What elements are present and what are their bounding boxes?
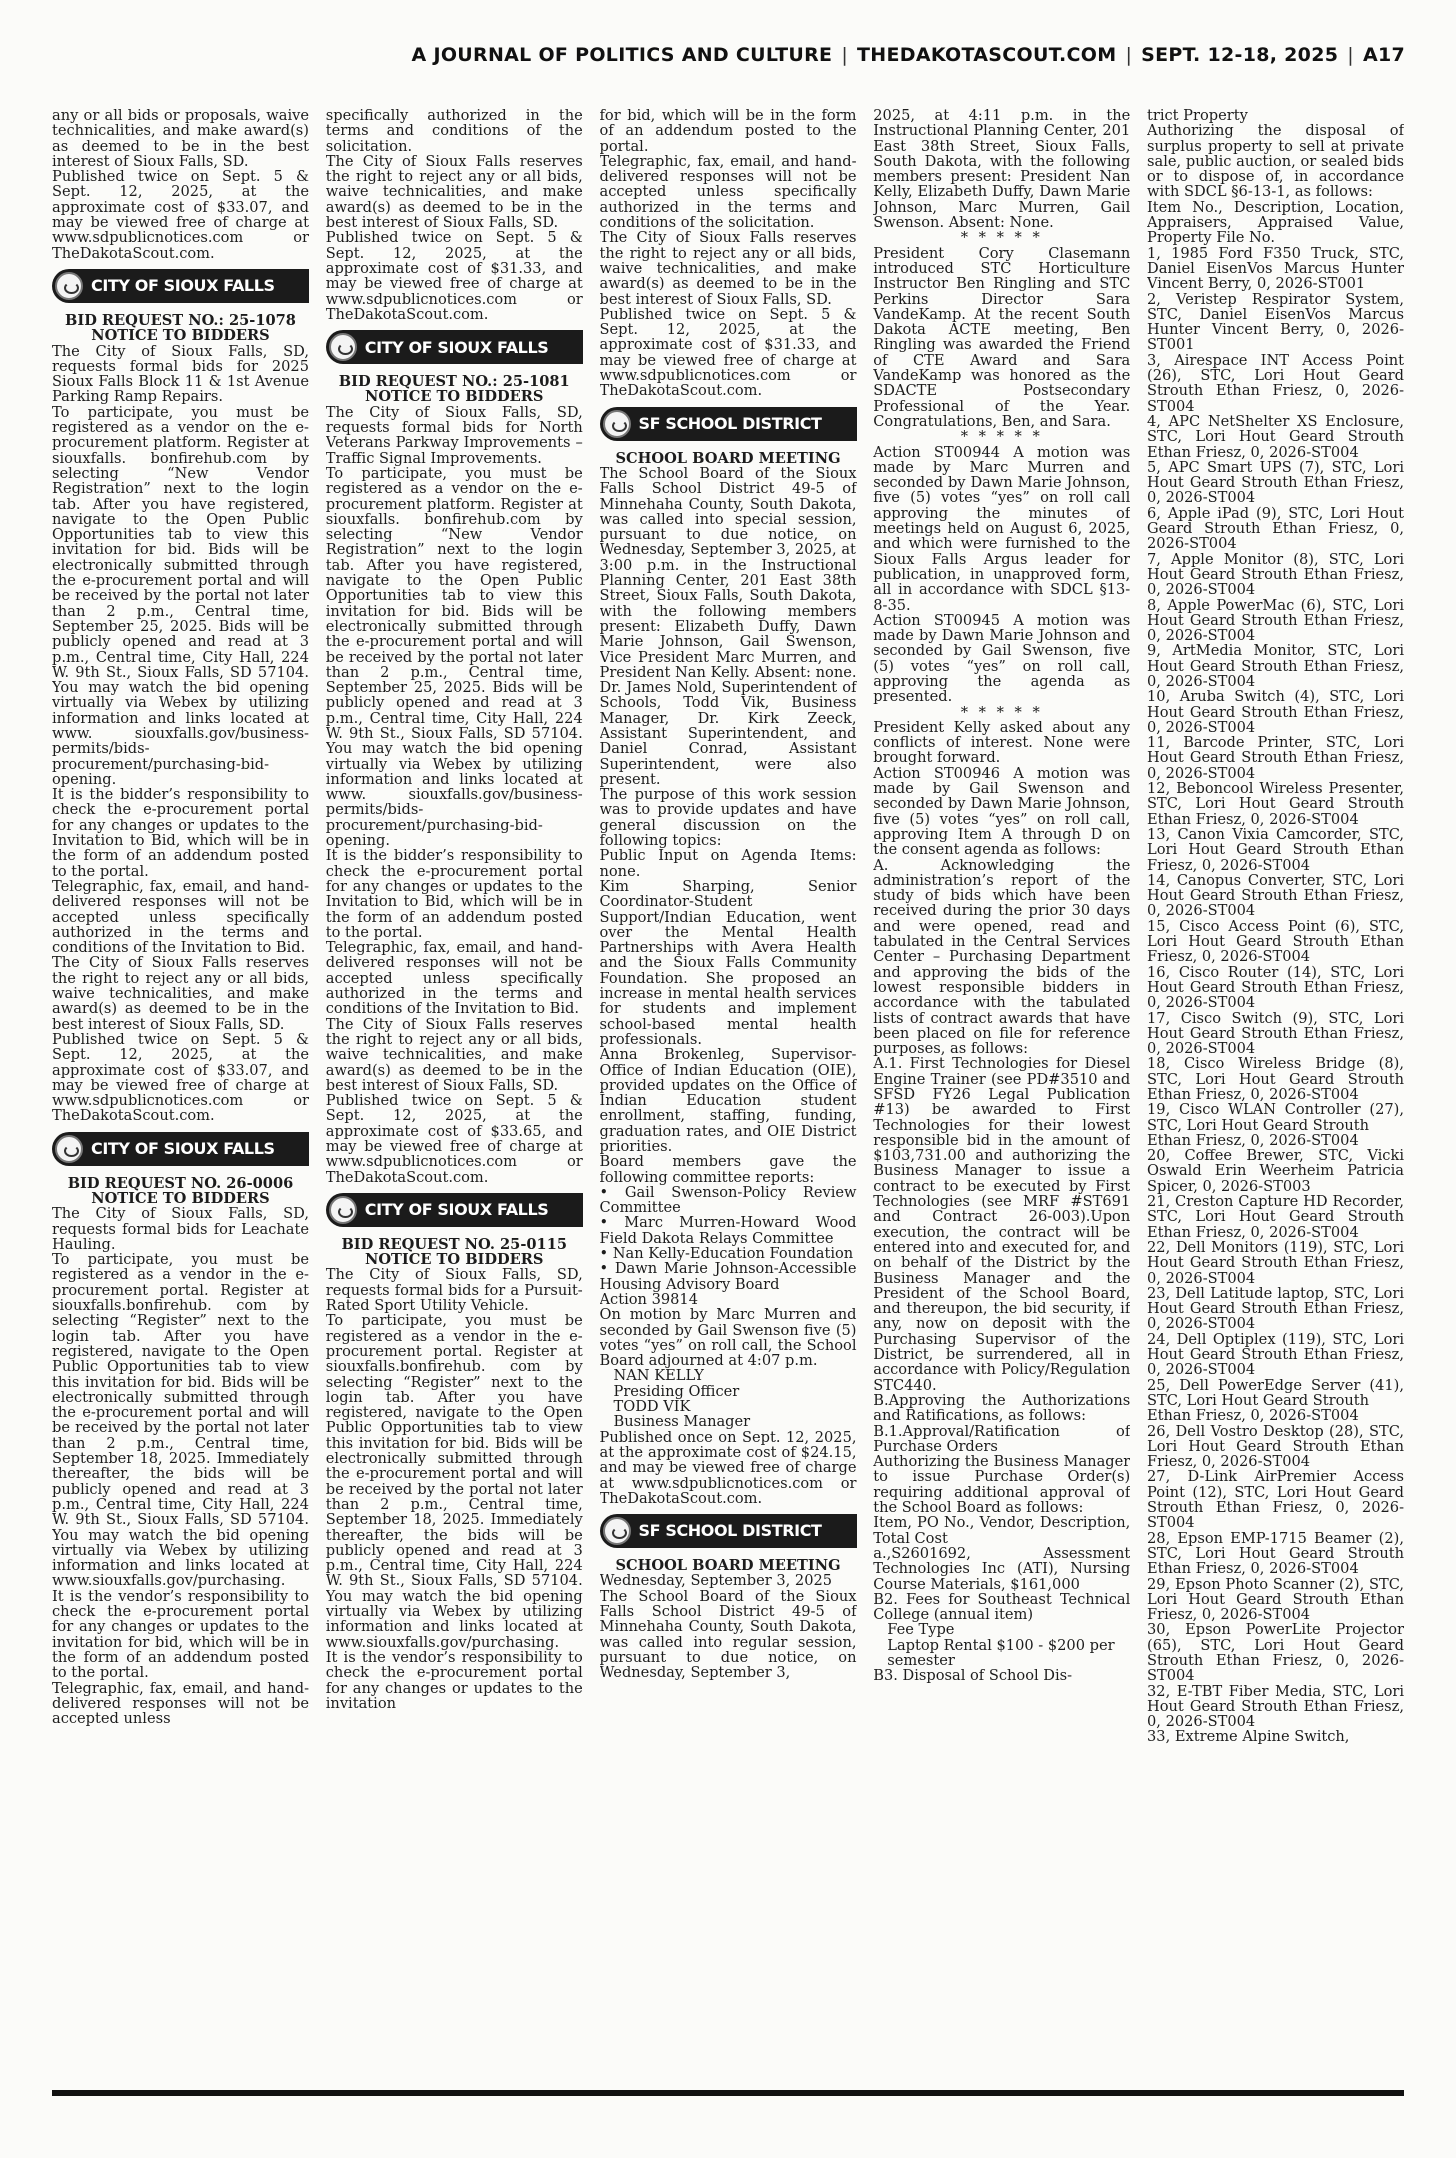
notice-paragraph: The City of Sioux Falls reserves the right to reject any or all bids, waive technicalities, and make award(s) as deemed to be in the best interest of Sioux Falls, SD. — [52, 954, 309, 1033]
banner-label: CITY OF SIOUX FALLS — [364, 1200, 549, 1220]
notice-heading: NOTICE TO BIDDERS — [365, 388, 544, 406]
bottom-rule — [52, 2090, 1404, 2096]
notice-heading: NOTICE TO BIDDERS — [91, 1190, 270, 1207]
notice-paragraph: The purpose of this work session was to provide updates and have general discussion on the following topics: — [599, 786, 857, 850]
notice-paragraph: 25, Dell PowerEdge Server (41), STC, Lori Hout Geard Strouth — [1147, 1376, 1404, 1409]
notice-paragraph: Action ST00946 A motion was made by Gail Swenson and seconded by Dawn Marie Johnson, five (5) votes “yes” on roll call, approving Item A through D on the consent agenda as follows: — [873, 764, 1131, 859]
site-url[interactable]: THEDAKOTASCOUT.COM — [857, 44, 1117, 66]
notice-columns — [52, 108, 1404, 2080]
signature-line: TODD VIK — [613, 1398, 691, 1416]
seal-icon — [55, 272, 83, 300]
notice-paragraph: On motion by Marc Murren and seconded by Gail Swenson five (5) votes “yes” on roll call, the School Board adjourned at 4:07 p.m. — [599, 1306, 857, 1370]
notice-paragraph: Ethan Friesz, 0, 2026-ST004 — [1147, 1131, 1359, 1149]
notice-paragraph: Published once on Sept. 12, 2025, at the approximate cost of $24.15, and may be viewed free of charge at www.sdpublicnotices.com or TheDakotaScout.com. — [599, 1428, 857, 1507]
publication-tagline: A JOURNAL OF POLITICS AND CULTURE — [411, 44, 833, 66]
signature-line: Laptop Rental $100 - $200 per semester — [887, 1636, 1115, 1669]
notice-paragraph: The City of Sioux Falls reserves the right to reject any or all bids, waive technicalities, and make award(s) as deemed to be in the best interest of Sioux Falls, SD. — [599, 229, 857, 308]
notice-paragraph: B.1.Approval/Ratification of Purchase Orders — [873, 1422, 1131, 1455]
column-2 — [326, 108, 583, 2080]
notice-paragraph: 23, Dell Latitude laptop, STC, Lori Hout Geard Strouth Ethan Friesz, 0, 2026-ST004 — [1147, 1284, 1404, 1333]
notice-paragraph: 19, Cisco WLAN Controller (27), STC, Lori Hout Geard Strouth — [1147, 1101, 1404, 1134]
signature-line: NAN KELLY — [613, 1367, 704, 1385]
section-banner — [52, 269, 309, 303]
column-3 — [600, 108, 857, 2080]
notice-paragraph: 14, Canopus Converter, STC, Lori Hout Geard Strouth Ethan Friesz, 0, 2026-ST004 — [1147, 871, 1404, 920]
section-divider: * * * * * — [960, 229, 1043, 247]
notice-paragraph: 22, Dell Monitors (119), STC, Lori Hout Geard Strouth Ethan Friesz, 0, 2026-ST004 — [1147, 1238, 1404, 1287]
seal-icon — [329, 1196, 357, 1224]
notice-paragraph: The City of Sioux Falls, SD, requests formal bids for North Veterans Parkway Improvements – Traffic Signal Improvements. — [325, 403, 583, 467]
notice-paragraph: Public Input on Agenda Items: none. — [599, 847, 857, 880]
notice-paragraph: 32, E-TBT Fiber Media, STC, Lori Hout Geard Strouth Ethan Friesz, 0, 2026-ST004 — [1147, 1682, 1404, 1731]
notice-paragraph: 5, APC Smart UPS (7), STC, Lori Hout Geard Strouth Ethan Friesz, 0, 2026-ST004 — [1147, 458, 1404, 507]
notice-heading: BID REQUEST NO. 25-0115 — [341, 1235, 568, 1253]
notice-paragraph: Authorizing the disposal of surplus property to sell at private sale, public auction, or sealed bids or to dispose of, in accordance with SDCL §6-13-1, as follows: — [1147, 122, 1404, 201]
notice-paragraph: Authorizing the Business Manager to issue Purchase Order(s) requiring additional approval of the School Board as follows: — [873, 1453, 1131, 1517]
notice-heading: NOTICE TO BIDDERS — [365, 1251, 544, 1269]
notice-heading: BID REQUEST NO.: 25-1078 — [65, 311, 296, 329]
notice-paragraph: a.,S2601692, Assessment Technologies Inc (ATI), Nursing Course Materials, $161,000 — [873, 1544, 1131, 1593]
notice-paragraph: 12, Beboncool Wireless Presenter, STC, Lori Hout Geard Strouth Ethan Friesz, 0, 2026-ST004 — [1147, 780, 1404, 828]
notice-paragraph: Item No., Description, Location, Appraisers, Appraised Value, Property File No. — [1147, 198, 1404, 247]
notice-paragraph: any or all bids or proposals, waive technicalities, and make award(s) as deemed to be in the best interest of Sioux Falls, SD. — [52, 108, 309, 170]
notice-paragraph: Action 39814 — [599, 1290, 698, 1308]
notice-paragraph: It is the bidder’s responsibility to check the e-procurement portal for any changes or updates to the Invitation to Bid, which will be in the form of an addendum posted to the portal. — [52, 786, 309, 880]
notice-paragraph: Published twice on Sept. 5 & Sept. 12, 2025, at the approximate cost of $31.33, and may be viewed free of charge at www.sdpublicnotices.com or TheDakotaScout.com. — [599, 305, 857, 400]
seal-icon — [603, 1517, 631, 1545]
notice-paragraph: Telegraphic, fax, email, and hand-delivered responses will not be accepted unless specifically authorized in the terms and conditions of the solicitation. — [599, 152, 857, 232]
notice-paragraph: • Gail Swenson-Policy Review Committee — [599, 1183, 857, 1217]
banner-label: SF SCHOOL DISTRICT — [638, 413, 822, 433]
notice-paragraph: • Marc Murren-Howard Wood Field Dakota Relays Committee — [599, 1214, 857, 1247]
notice-paragraph: 30, Epson PowerLite Projector (65), STC, Lori Hout Geard Strouth Ethan Friesz, 0, 2026-ST004 — [1147, 1621, 1404, 1685]
notice-heading: SCHOOL BOARD MEETING — [615, 449, 841, 467]
notice-paragraph: Kim Sharping, Senior Coordinator-Student Support/Indian Education, went over the Mental Health Partnerships with Avera Health and the Sioux Falls Community Foundation. She proposed an increase in mental health services for students and implement school-based mental health professionals. — [599, 877, 857, 1048]
seal-icon — [603, 410, 631, 438]
notice-paragraph: Anna Brokenleg, Supervisor-Office of Indian Education (OIE), provided updates on the Office of Indian Education student enrollment, staffing, funding, graduation rates, and OIE District priorities. — [599, 1046, 857, 1155]
notice-paragraph: 9, ArtMedia Monitor, STC, Lori Hout Geard Strouth Ethan Friesz, 0, 2026-ST004 — [1147, 642, 1404, 690]
notice-paragraph: 33, Extreme Alpine Switch, — [1147, 1728, 1350, 1746]
notice-paragraph: 13, Canon Vixia Camcorder, STC, Lori Hout Geard Strouth Ethan Friesz, 0, 2026-ST004 — [1147, 825, 1404, 874]
notice-heading: BID REQUEST NO. 26-0006 — [67, 1174, 294, 1192]
notice-paragraph: The City of Sioux Falls, SD, requests formal bids for Leachate Hauling. — [52, 1205, 309, 1253]
notice-paragraph: 21, Creston Capture HD Recorder, STC, Lori Hout Geard Strouth Ethan Friesz, 0, 2026-ST004 — [1147, 1193, 1404, 1241]
notice-paragraph: Published twice on Sept. 5 & Sept. 12, 2025, at the approximate cost of $33.07, and may be viewed free of charge at www.sdpublicnotices.com or TheDakotaScout.com. — [52, 1030, 309, 1125]
seal-icon — [55, 1135, 83, 1163]
notice-paragraph: 3:00 p.m. in the Instructional Planning Center, 201 East 38th Street, Sioux Falls, South Dakota, with the following members present: Elizabeth Duffy, Dawn Marie Johnson, Gail Swenson, Vice President Marc Murren, and President Nan Kelly. Absent: none. Dr. James Nold, Superintendent of Schools, Todd Vik, Business Manager, Dr. Kirk Zeeck, Assistant Superintendent, and Daniel Conrad, Assistant Superintendent, were also present. — [599, 556, 857, 788]
notice-paragraph: Telegraphic, fax, email, and hand-delivered responses will not be accepted unless — [52, 1679, 309, 1728]
notice-paragraph: 2025, at 4:11 p.m. in the Instructional Planning Center, 201 East 38th Street, Sioux Falls, South Dakota, with the following members present: President Nan Kelly, Elizabeth Duffy, Dawn Marie Johnson, Marc Murren, Gail Swenson. Absent: None. — [873, 108, 1131, 232]
seal-icon — [329, 333, 357, 361]
notice-paragraph: 20, Coffee Brewer, STC, Vicki Oswald Erin Weerheim Patricia Spicer, 0, 2026-ST003 — [1147, 1147, 1404, 1195]
notice-paragraph: Published twice on Sept. 5 & Sept. 12, 2025, at the approximate cost of $31.33, and may be viewed free of charge at www.sdpublicnotices.com or TheDakotaScout.com. — [325, 229, 583, 323]
notice-paragraph: 28, Epson EMP-1715 Beamer (2), STC, Lori Hout Geard Strouth Ethan Friesz, 0, 2026-ST004 — [1147, 1529, 1404, 1578]
notice-paragraph: The School Board of the Sioux Falls School District 49-5 of Minnehaha County, South Dakota, was called into regular session, pursuant to due notice, on Wednesday, September 3, — [599, 1587, 857, 1682]
signature-line: Business Manager — [613, 1413, 751, 1431]
issue-date: SEPT. 12-18, 2025 — [1141, 44, 1339, 66]
notice-paragraph: The City of Sioux Falls reserves the right to reject any or all bids, waive technicalities, and make award(s) as deemed to be in the best interest of Sioux Falls, SD. — [325, 1015, 583, 1094]
notice-paragraph: It is the vendor’s responsibility to check the e-procurement portal for any changes or updates to the invitation — [325, 1648, 583, 1712]
notice-paragraph: 29, Epson Photo Scanner (2), STC, Lori Hout Geard Strouth Ethan Friesz, 0, 2026-ST004 — [1147, 1575, 1404, 1624]
banner-label: CITY OF SIOUX FALLS — [91, 1139, 275, 1159]
section-banner — [52, 1132, 309, 1166]
section-banner — [600, 1514, 857, 1548]
column-5 — [1147, 108, 1404, 2080]
notice-paragraph: To participate, you must be registered as a vendor on the e-procurement platform. Register at siouxfalls. bonfirehub.com by selecting “New Vendor Registration” next to the login tab. After you have registered, navigate to the Open Public Opportunities tab to view this invitation for bid. Bids will be electronically submitted through the e-procurement portal and will be received by the portal not later than 2 p.m., Central time, September 25, 2025. Bids will be publicly opened and read at 3 p.m., Central time, City Hall, 224 W. 9th St., Sioux Falls, SD 57104. You may watch the bid opening virtually via Webex by utilizing information and links located at www. siouxfalls.gov/business-permits/bids-procurement/purchasing-bid-opening. — [52, 403, 309, 788]
notice-paragraph: • Dawn Marie Johnson-Accessible Housing Advisory Board — [599, 1260, 857, 1293]
banner-label: CITY OF SIOUX FALLS — [364, 337, 549, 357]
notice-paragraph: It is the vendor’s responsibility to check the e-procurement portal for any changes or updates to the invitation for bid, which will be in the form of an addendum posted to the portal. — [52, 1587, 309, 1682]
notice-paragraph: Board members gave the following committee reports: — [599, 1153, 857, 1186]
notice-paragraph: 16, Cisco Router (14), STC, Lori Hout Geard Strouth Ethan Friesz, 0, 2026-ST004 — [1147, 963, 1404, 1012]
notice-paragraph: B3. Disposal of School Dis- — [873, 1667, 1073, 1685]
notice-paragraph: 15, Cisco Access Point (6), STC, Lori Hout Geard Strouth Ethan Friesz, 0, 2026-ST004 — [1147, 917, 1404, 966]
section-divider: * * * * * — [960, 703, 1043, 721]
notice-paragraph: The City of Sioux Falls reserves the right to reject any or all bids, waive technicalities, and make award(s) as deemed to be in the best interest of Sioux Falls, SD. — [325, 152, 583, 232]
notice-paragraph: B2. Fees for Southeast Technical College (annual item) — [873, 1590, 1131, 1624]
notice-paragraph: 10, Aruba Switch (4), STC, Lori Hout Geard Strouth Ethan Friesz, 0, 2026-ST004 — [1147, 688, 1404, 736]
notice-paragraph: • Nan Kelly-Education Foundation — [599, 1245, 854, 1263]
notice-paragraph: Ethan Friesz, 0, 2026-ST004 — [1147, 1407, 1359, 1425]
signature-line: Fee Type — [887, 1621, 955, 1639]
notice-paragraph: 2, Veristep Respirator System, STC, Daniel EisenVos Marcus Hunter Vincent Berry, 0, 2026-ST001 — [1147, 290, 1404, 354]
notice-paragraph: Wednesday, September 3, 2025 — [599, 1572, 833, 1590]
notice-paragraph: Published twice on Sept. 5 & Sept. 12, 2025, at the approximate cost of $33.07, and may be viewed free of charge at www.sdpublicnotices.com or TheDakotaScout.com. — [52, 168, 309, 262]
notice-paragraph: 1, 1985 Ford F350 Truck, STC, Daniel EisenVos Marcus Hunter Vincent Berry, 0, 2026-ST001 — [1147, 244, 1404, 293]
notice-paragraph: 4, APC NetShelter XS Enclosure, STC, Lori Hout Geard Strouth Ethan Friesz, 0, 2026-ST004 — [1147, 412, 1404, 461]
page-number: A17 — [1362, 44, 1405, 66]
notice-paragraph: 8, Apple PowerMac (6), STC, Lori Hout Geard Strouth Ethan Friesz, 0, 2026-ST004 — [1147, 596, 1404, 645]
notice-heading: NOTICE TO BIDDERS — [91, 327, 270, 345]
notice-paragraph: The City of Sioux Falls, SD, requests formal bids for 2025 Sioux Falls Block 11 & 1st Avenue Parking Ramp Repairs. — [52, 342, 309, 406]
section-banner — [326, 330, 583, 364]
notice-paragraph: B.Approving the Authorizations and Ratifications, as follows: — [873, 1391, 1131, 1425]
notice-paragraph: 6, Apple iPad (9), STC, Lori Hout Geard Strouth Ethan Friesz, 0, 2026-ST004 — [1147, 504, 1404, 553]
notice-paragraph: A.1. First Technologies for Diesel Engine Trainer (see PD#3510 and SFSD FY26 Legal Publication #13) be awarded to First Technologies for their lowest responsible bid in the amount of $103,731.00 and authorizing the Business Manager to issue a contract to be executed by First Technologies (see MRF #ST691 and Contract 26-003).Upon execution, the contract will be entered into and executed for, and on behalf of the District by the Business Manager and the President of the School Board, and thereupon, the bid security, if any, now on deposit with the Purchasing Supervisor of the District, be surrendered, all in accordance with Policy/Regulation STC440. — [873, 1055, 1131, 1394]
notice-paragraph: It is the bidder’s responsibility to check the e-procurement portal for any changes or updates to the Invitation to Bid, which will be in the form of an addendum posted to the portal. — [325, 847, 583, 941]
notice-paragraph: To participate, you must be registered as a vendor in the e-procurement portal. Register at siouxfalls.bonfirehub. com by selecting “Register” next to the login tab. After you have registered, navigate to the Open Public Opportunities tab to view this invitation for bid. Bids will be electronically submitted through the e-procurement portal and will be received by the portal not later than 2 p.m., Central time, September 18, 2025. Immediately thereafter, the bids will be publicly opened and read at 3 p.m., Central time, City Hall, 224 W. 9th St., Sioux Falls, SD 57104. You may watch the bid opening virtually via Webex by utilizing information and links located at www.siouxfalls.gov/purchasing. — [325, 1312, 583, 1651]
notice-heading: SCHOOL BOARD MEETING — [615, 1557, 841, 1575]
notice-paragraph: Telegraphic, fax, email, and hand-delivered responses will not be accepted unless specifically authorized in the terms and conditions of the Invitation to Bid. — [52, 877, 309, 957]
section-banner — [326, 1193, 583, 1227]
notice-paragraph: Published twice on Sept. 5 & Sept. 12, 2025, at the approximate cost of $33.65, and may be viewed free of charge at www.sdpublicnotices.com or TheDakotaScout.com. — [325, 1092, 583, 1186]
column-4 — [873, 108, 1130, 2080]
notice-paragraph: To participate, you must be registered as a vendor in the e-procurement portal. Register at siouxfalls.bonfirehub. com by selecting “Register” next to the login tab. After you have registered, navigate to the Open Public Opportunities tab to view this invitation for bid. Bids will be electronically submitted through the e-procurement portal and will be received by the portal not later than 2 p.m., Central time, September 18, 2025. Immediately thereafter, the bids will be publicly opened and read at 3 p.m., Central time, City Hall, 224 W. 9th St., Sioux Falls, SD 57104. You may watch the bid opening virtually via Webex by utilizing information and links located at www.siouxfalls.gov/purchasing. — [52, 1251, 309, 1590]
notice-paragraph: 17, Cisco Switch (9), STC, Lori Hout Geard Strouth Ethan Friesz, 0, 2026-ST004 — [1147, 1009, 1404, 1058]
notice-paragraph: Action ST00944 A motion was made by Marc Murren and seconded by Dawn Marie Johnson, five (5) votes “yes” on roll call approving the minutes of meetings held on August 6, 2025, and which were furnished to the Sioux Falls Argus leader for publication, in unapproved form, all in accordance with SDCL §13-8-35. — [873, 443, 1131, 614]
notice-paragraph: President Kelly asked about any conflicts of interest. None were brought forward. — [873, 718, 1131, 767]
notice-paragraph: To participate, you must be registered as a vendor on the e-procurement platform. Register at siouxfalls. bonfirehub.com by selecting “New Vendor Registration” next to the login tab. After you have registered, navigate to the Open Public Opportunities tab to view this invitation for bid. Bids will be electronically submitted through the e-procurement portal and will be received by the portal not later than 2 p.m., Central time, September 25, 2025. Bids will be publicly opened and read at 3 p.m., Central time, City Hall, 224 W. 9th St., Sioux Falls, SD 57104. You may watch the bid opening virtually via Webex by utilizing information and links located at www. siouxfalls.gov/business-permits/bids-procurement/purchasing-bid-opening. — [325, 464, 583, 850]
notice-paragraph: Action ST00945 A motion was made by Dawn Marie Johnson and seconded by Gail Swenson, five (5) votes “yes” on roll call, approving the agenda as presented. — [873, 611, 1131, 706]
section-divider: * * * * * — [960, 428, 1043, 446]
notice-paragraph: 18, Cisco Wireless Bridge (8), STC, Lori Hout Geard Strouth Ethan Friesz, 0, 2026-ST004 — [1147, 1055, 1404, 1103]
masthead: A JOURNAL OF POLITICS AND CULTURE | THEDAKOTASCOUT.COM | SEPT. 12-18, 2025 | A17 — [411, 44, 1405, 66]
notice-paragraph: The School Board of the Sioux Falls School District 49-5 of Minnehaha County, South Dakota, was called into special session, pursuant to due notice, on Wednesday, September 3, 2025, at — [599, 464, 857, 559]
banner-label: CITY OF SIOUX FALLS — [91, 276, 275, 296]
notice-paragraph: 24, Dell Optiplex (119), STC, Lori Hout Geard Strouth Ethan Friesz, 0, 2026-ST004 — [1147, 1330, 1404, 1379]
notice-paragraph: President Cory Clasemann introduced STC Horticulture Instructor Ben Ringling and STC Perkins Director Sara VandeKamp. At the recent South Dakota ACTE meeting, Ben Ringling was awarded the Friend of CTE Award and Sara VandeKamp was honored as the SDACTE Postsecondary Professional of the Year. Congratulations, Ben, and Sara. — [873, 244, 1131, 430]
notice-paragraph: trict Property — [1147, 108, 1248, 124]
notice-paragraph: 27, D-Link AirPremier Access Point (12), STC, Lori Hout Geard Strouth Ethan Friesz, 0, 2026-ST004 — [1147, 1468, 1404, 1532]
notice-paragraph: specifically authorized in the terms and conditions of the solicitation. — [325, 108, 583, 155]
notice-paragraph: 3, Airespace INT Access Point (26), STC, Lori Hout Geard Strouth Ethan Friesz, 0, 2026-ST004 — [1147, 351, 1404, 415]
notice-heading: BID REQUEST NO.: 25-1081 — [338, 373, 570, 391]
signature-line: Presiding Officer — [613, 1382, 740, 1400]
notice-paragraph: 11, Barcode Printer, STC, Lori Hout Geard Strouth Ethan Friesz, 0, 2026-ST004 — [1147, 734, 1404, 782]
notice-paragraph: Item, PO No., Vendor, Description, Total Cost — [873, 1514, 1131, 1547]
notice-paragraph: 7, Apple Monitor (8), STC, Lori Hout Geard Strouth Ethan Friesz, 0, 2026-ST004 — [1147, 550, 1404, 599]
notice-paragraph: 26, Dell Vostro Desktop (28), STC, Lori Hout Geard Strouth Ethan Friesz, 0, 2026-ST004 — [1147, 1422, 1404, 1471]
notice-paragraph: A. Acknowledging the administration’s report of the study of bids which have been received during the prior 30 days and were opened, read and tabulated in the Central Services Center – Purchasing Department and approving the bids of the lowest responsible bidders in accordance with the tabulated lists of contract awards that have been placed on file for reference purposes, as follows: — [873, 856, 1131, 1058]
notice-paragraph: Telegraphic, fax, email, and hand-delivered responses will not be accepted unless specifically authorized in the terms and conditions of the Invitation to Bid. — [325, 939, 583, 1018]
column-1 — [52, 108, 309, 2080]
section-banner — [600, 407, 857, 441]
notice-paragraph: for bid, which will be in the form of an addendum posted to the portal. — [599, 108, 857, 155]
banner-label: SF SCHOOL DISTRICT — [638, 1521, 822, 1541]
notice-paragraph: The City of Sioux Falls, SD, requests formal bids for a Pursuit-Rated Sport Utility Vehicle. — [325, 1266, 583, 1315]
